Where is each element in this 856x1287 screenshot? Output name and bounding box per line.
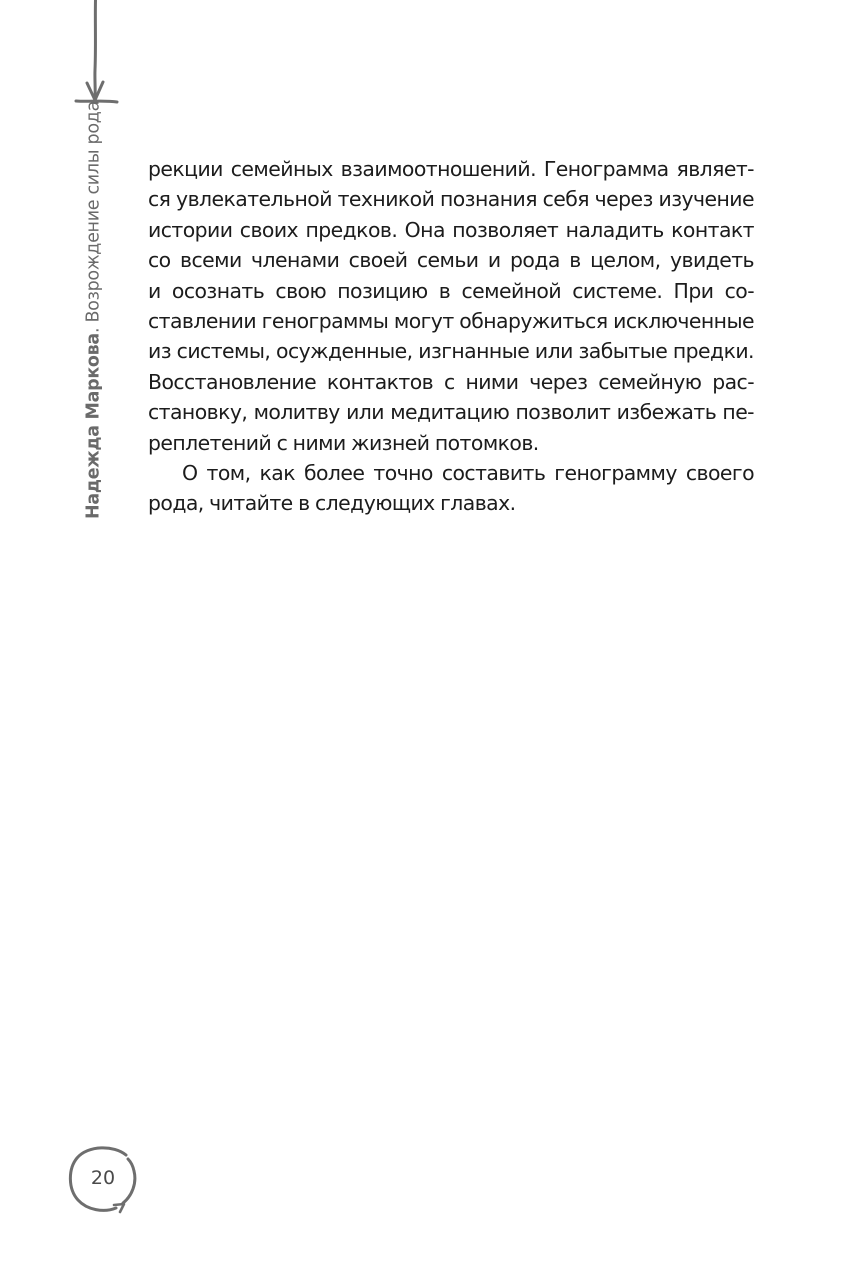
text-line: из системы, осужденные, изгнанные или забытые предки. <box>148 339 754 364</box>
text-line: становку, молитву или медитацию позволит избежать пе- <box>148 400 754 425</box>
text-line: ставлении генограммы могут обнаружиться исключенные <box>148 308 754 333</box>
paragraph-2 <box>148 458 754 519</box>
page-number: 20 <box>90 1167 116 1189</box>
text-line: рекции семейных взаимоотношений. Генограмма являет- <box>148 157 754 181</box>
running-head-author: Надежда Маркова <box>83 333 104 519</box>
text-line: О том, как более точно составить генограмму своего <box>182 460 754 485</box>
body-text <box>148 154 754 519</box>
running-head-separator: . <box>83 327 104 334</box>
text-line: со всеми членами своей семьи и рода в целом, увидеть <box>148 248 754 273</box>
down-arrow-icon <box>60 0 130 115</box>
running-head-title: Возрождение силы рода <box>83 101 104 328</box>
text-line: рода, читайте в следующих главах. <box>148 491 516 516</box>
paragraph-1 <box>148 154 754 458</box>
text-line: и осознать свою позицию в семейной системе. При со- <box>148 278 754 303</box>
page-number-badge <box>66 1141 140 1215</box>
text-line: истории своих предков. Она позволяет наладить контакт <box>148 217 754 242</box>
text-line: реплетений с ними жизней потомков. <box>148 430 539 455</box>
text-line: Восстановление контактов с ними через семейную рас- <box>148 369 754 394</box>
text-line: ся увлекательной техникой познания себя через изучение <box>148 187 754 212</box>
